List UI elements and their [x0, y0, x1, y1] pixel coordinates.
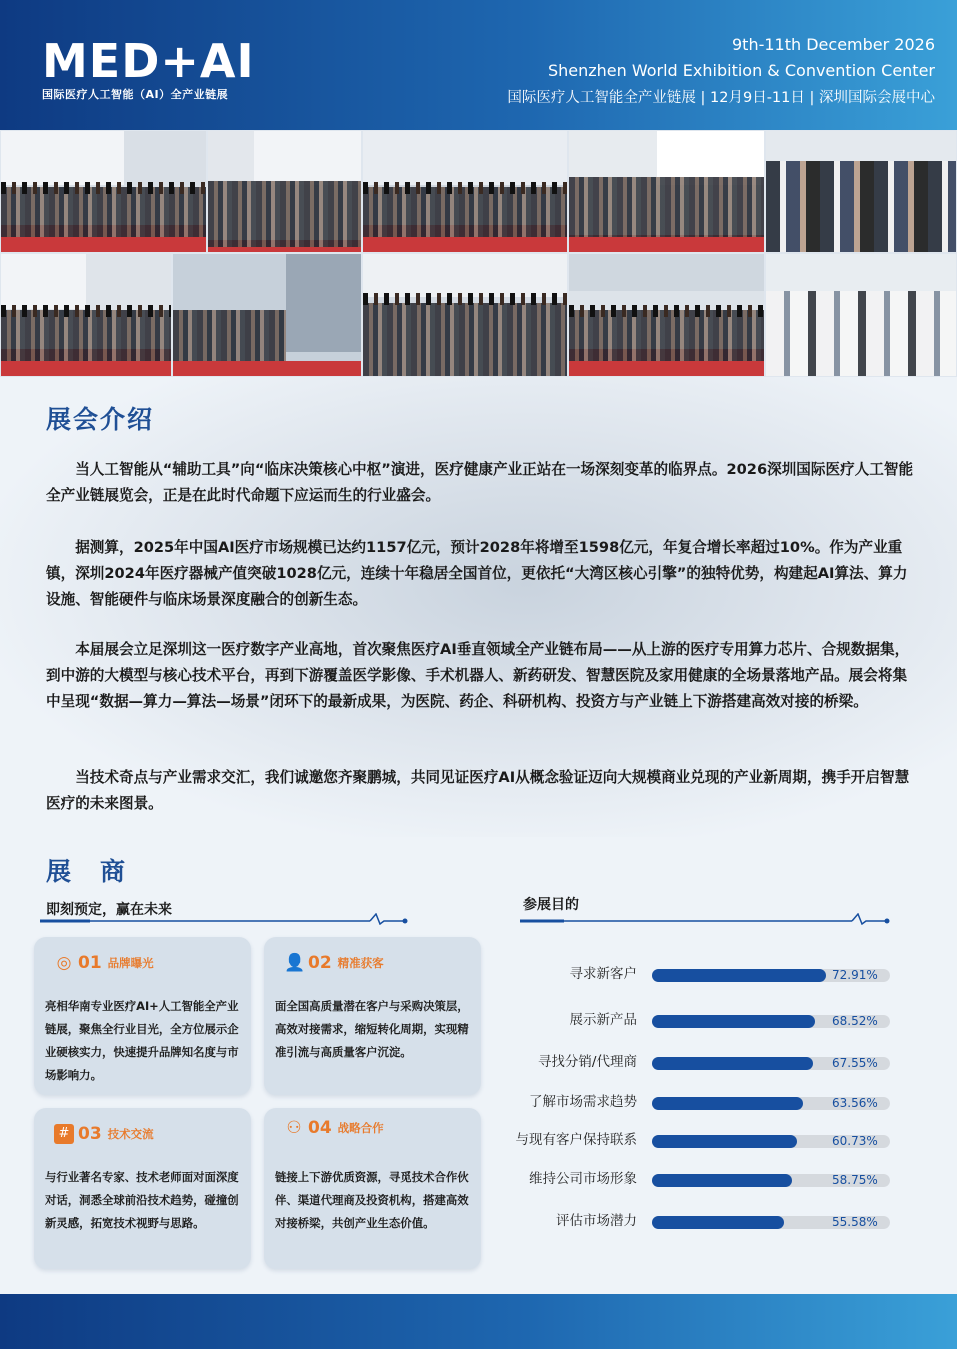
intro-paragraph: 本届展会立足深圳这一医疗数字产业高地，首次聚焦医疗AI垂直领域全产业链布局——从上游的医疗专用算力芯片、合规数据集，到中游的大模型与核心技术平台，再到下游覆盖医学影像、手术机器人、新药研发、智慧医院及家用健康的全场景落地产品。展会将集中呈现“数据—算力—算法—场景”闭环下的最新成果，为医院、药企、科研机构、投资方与产业链上下游搭建高效对接的桥梁。	[46, 641, 910, 710]
logo-wordmark: MED+AI	[42, 34, 255, 88]
logo-subtitle: 国际医疗人工智能（AI）全产业链展	[42, 88, 229, 101]
card-label: 精准获客	[337, 956, 384, 970]
bar-fill	[652, 1057, 813, 1070]
bar-value: 67.55%	[832, 1056, 878, 1070]
purpose-bar-row	[500, 1052, 900, 1072]
intro-title: 展会介绍	[46, 405, 155, 434]
purpose-title: 参展目的	[523, 897, 579, 913]
divider-line	[40, 913, 410, 925]
exhibitor-subtitle: 即刻预定，赢在未来	[46, 902, 172, 918]
exhibition-photo	[765, 253, 957, 377]
bar-fill	[652, 969, 826, 982]
card-text: 亮相华南专业医疗AI+人工智能全产业链展，聚焦全行业目光，全方位展示企业硬核实力，快速提升品牌知名度与市场影响力。	[45, 999, 239, 1082]
exhibition-photo	[765, 130, 957, 253]
bar-value: 60.73%	[832, 1134, 878, 1148]
user-icon: 👤	[284, 953, 306, 973]
event-venue: Shenzhen World Exhibition & Convention Center	[547, 61, 935, 80]
purpose-bar-row	[500, 1211, 900, 1231]
divider-line	[520, 913, 892, 925]
exhibition-photo	[568, 130, 765, 253]
intro-paragraph: 据测算，2025年中国AI医疗市场规模已达约1157亿元，预计2028年将增至1598亿元，年复合增长率超过10%。作为产业重镇，深圳2024年医疗器械产值突破1028亿元，连续十年稳居全国首位，更依托“大湾区核心引擎”的独特优势，构建起AI算法、算力设施、智能硬件与临床场景深度融合的创新生态。	[46, 539, 908, 608]
purpose-bar-row	[500, 1169, 900, 1189]
card-number: 03	[78, 1124, 102, 1144]
benefit-card-partner	[264, 1108, 481, 1269]
card-label: 战略合作	[337, 1121, 384, 1135]
handshake-icon: ⚇	[286, 1118, 302, 1138]
card-text: 与行业著名专家、技术老师面对面深度对话，洞悉全球前沿技术趋势，碰撞创新灵感，拓宽技术视野与思路。	[45, 1170, 239, 1230]
event-info-cn: 国际医疗人工智能全产业链展 | 12月9日-11日 | 深圳国际会展中心	[507, 90, 935, 106]
exhibition-photo	[0, 253, 172, 377]
card-number: 04	[308, 1118, 332, 1138]
bar-label: 了解市场需求趋势	[529, 1094, 637, 1110]
bar-label: 维持公司市场形象	[529, 1171, 637, 1187]
bar-value: 55.58%	[832, 1215, 878, 1229]
purpose-bar-row	[500, 1010, 900, 1030]
target-icon: ◎	[56, 953, 72, 973]
card-text: 链接上下游优质资源，寻觅技术合作伙伴、渠道代理商及投资机构，搭建高效对接桥梁，共创产业生态价值。	[275, 1170, 469, 1230]
bar-label: 与现有客户保持联系	[515, 1132, 637, 1148]
bar-label: 寻求新客户	[569, 966, 637, 982]
exhibition-photo	[172, 253, 362, 377]
bar-fill	[652, 1174, 792, 1187]
card-text: 面全国高质量潜在客户与采购决策层，高效对接需求，缩短转化周期，实现精准引流与高质量客户沉淀。	[275, 999, 469, 1059]
bar-fill	[652, 1135, 797, 1148]
bar-fill	[652, 1097, 803, 1110]
intro-paragraph: 当技术奇点与产业需求交汇，我们诚邀您齐聚鹏城，共同见证医疗AI从概念验证迈向大规模商业兑现的产业新周期，携手开启智慧医疗的未来图景。	[46, 769, 910, 812]
purpose-bar-row	[500, 1130, 900, 1150]
event-date: 9th-11th December 2026	[732, 35, 935, 54]
bar-value: 63.56%	[832, 1096, 878, 1110]
benefit-card-customer	[264, 937, 481, 1095]
logo	[42, 34, 255, 102]
bar-label: 寻找分销/代理商	[537, 1054, 637, 1070]
bar-value: 58.75%	[832, 1173, 878, 1187]
exhibition-photo	[568, 253, 765, 377]
exhibitor-title: 展 商	[46, 857, 128, 886]
exhibition-photo	[207, 130, 362, 253]
card-label: 技术交流	[107, 1127, 154, 1141]
benefit-card-tech	[34, 1108, 251, 1269]
bar-label: 展示新产品	[569, 1012, 637, 1028]
card-number: 02	[308, 953, 332, 973]
benefit-card-brand	[34, 937, 251, 1095]
bar-label: 评估市场潜力	[556, 1213, 637, 1229]
chat-icon: #	[54, 1124, 74, 1144]
bar-value: 72.91%	[832, 968, 878, 982]
exhibition-photo	[362, 130, 568, 253]
exhibition-photo	[0, 130, 207, 253]
header-banner	[0, 0, 957, 130]
bar-fill	[652, 1015, 815, 1028]
bar-value: 68.52%	[832, 1014, 878, 1028]
photo-collage	[0, 130, 957, 377]
footer-banner	[0, 1294, 957, 1349]
exhibition-photo	[362, 253, 568, 377]
event-info	[507, 32, 935, 112]
bar-fill	[652, 1216, 784, 1229]
purpose-bar-row	[500, 964, 900, 984]
card-label: 品牌曝光	[107, 956, 154, 970]
intro-paragraph: 当人工智能从“辅助工具”向“临床决策核心中枢”演进，医疗健康产业正站在一场深刻变革的临界点。2026深圳国际医疗人工智能全产业链展览会，正是在此时代命题下应运而生的行业盛会。	[46, 461, 914, 504]
card-number: 01	[78, 953, 102, 973]
purpose-bar-row	[500, 1092, 900, 1112]
